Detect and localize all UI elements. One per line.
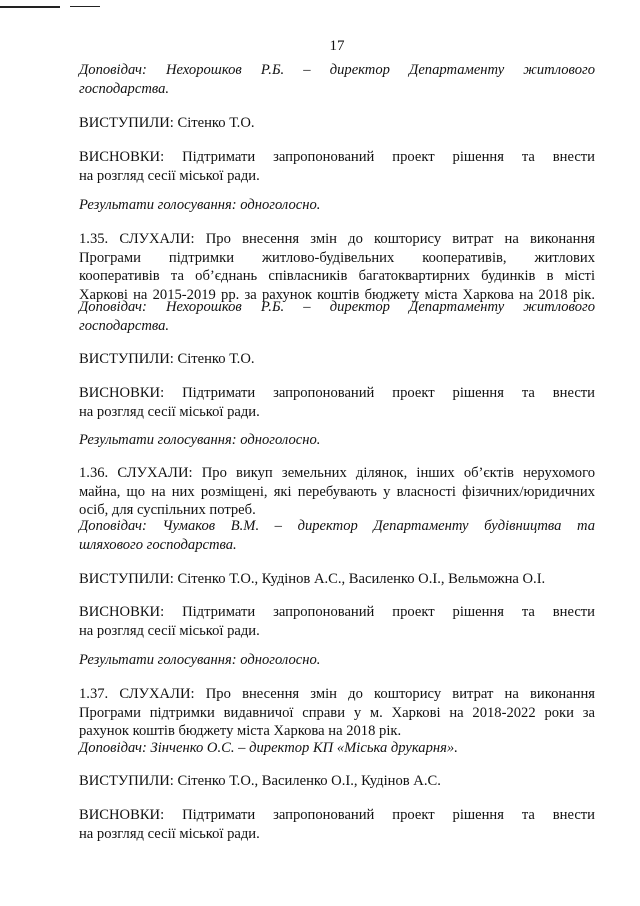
speaker-block [79,739,595,758]
spoke-line: ВИСТУПИЛИ: Сітенко Т.О., Василенко О.І., Кудінов А.С. [79,773,441,789]
scan-edge-mark [0,6,60,8]
speaker-block [79,298,595,335]
conclusion-line: на розгляд сесії міської ради. [79,167,260,184]
scan-edge-mark-2 [70,6,100,7]
conclusion-line: на розгляд сесії міської ради. [79,403,260,420]
conclusion-line: на розгляд сесії міської ради. [79,622,260,639]
voting-result: Результати голосування: одноголосно. [79,652,321,668]
conclusion-block [79,603,595,640]
speaker-line: господарства. [79,317,170,334]
conclusion-line: на розгляд сесії міської ради. [79,825,260,842]
heard-block [79,464,595,520]
conclusion-block [79,384,595,421]
heard-block [79,230,595,304]
speaker-line: Доповідач: Нехорошков Р.Б. – директор Департаменту житлового [79,62,595,78]
conclusion-line: ВИСНОВКИ: Підтримати запропонований проект рішення та внести [79,149,595,165]
conclusion-block [79,806,595,843]
spoke-line: ВИСТУПИЛИ: Сітенко Т.О. [79,351,255,367]
heard-line: рахунок коштів бюджету міста Харкова на 2018 рік. [79,723,402,739]
heard-line: Програми підтримки житлово-будівельних кооперативів, житлових [79,249,595,266]
heard-line: осіб, для суспільних потреб. [79,502,256,518]
spoke-line: ВИСТУПИЛИ: Сітенко Т.О. [79,115,255,131]
conclusion-block [79,148,595,185]
conclusion-line: ВИСНОВКИ: Підтримати запропонований проект рішення та внести [79,807,595,823]
speaker-line: Доповідач: Нехорошков Р.Б. – директор Департаменту житлового [79,299,595,315]
speaker-line: Доповідач: Чумаков В.М. – директор Департаменту будівництва та [79,518,595,534]
heard-line: 1.36. СЛУХАЛИ: Про викуп земельних ділянок, інших об’єктів нерухомого [79,465,595,481]
heard-line: кооперативів та об’єднань співласників багатоквартирних будинків в місті [79,268,595,284]
heard-line: Програми підтримки видавничої справи у м. Харкові на 2018-2022 роки за [79,704,595,721]
voting-result: Результати голосування: одноголосно. [79,432,321,448]
spoke-line: ВИСТУПИЛИ: Сітенко Т.О., Кудінов А.С., Василенко О.І., Вельможна О.І. [79,571,546,587]
heard-line: 1.37. СЛУХАЛИ: Про внесення змін до кошторису витрат на виконання [79,686,595,702]
speaker-line: Доповідач: Зінченко О.С. – директор КП «Міська друкарня». [79,740,458,756]
speaker-line: господарства. [79,80,170,97]
heard-line: майна, що на них розміщені, які перебувають у власності фізичних/юридичних [79,483,595,500]
speaker-block [79,517,595,554]
speaker-block [79,61,595,98]
conclusion-line: ВИСНОВКИ: Підтримати запропонований проект рішення та внести [79,385,595,401]
voting-result: Результати голосування: одноголосно. [79,197,321,213]
conclusion-line: ВИСНОВКИ: Підтримати запропонований проект рішення та внести [79,604,595,620]
page-number: 17 [329,38,345,54]
heard-line: 1.35. СЛУХАЛИ: Про внесення змін до кошторису витрат на виконання [79,231,595,247]
speaker-line: шляхового господарства. [79,536,237,553]
heard-block [79,685,595,741]
heard-line: Харкові на 2015-2019 рр. за рахунок коштів бюджету міста Харкова на 2018 рік. [79,286,595,303]
